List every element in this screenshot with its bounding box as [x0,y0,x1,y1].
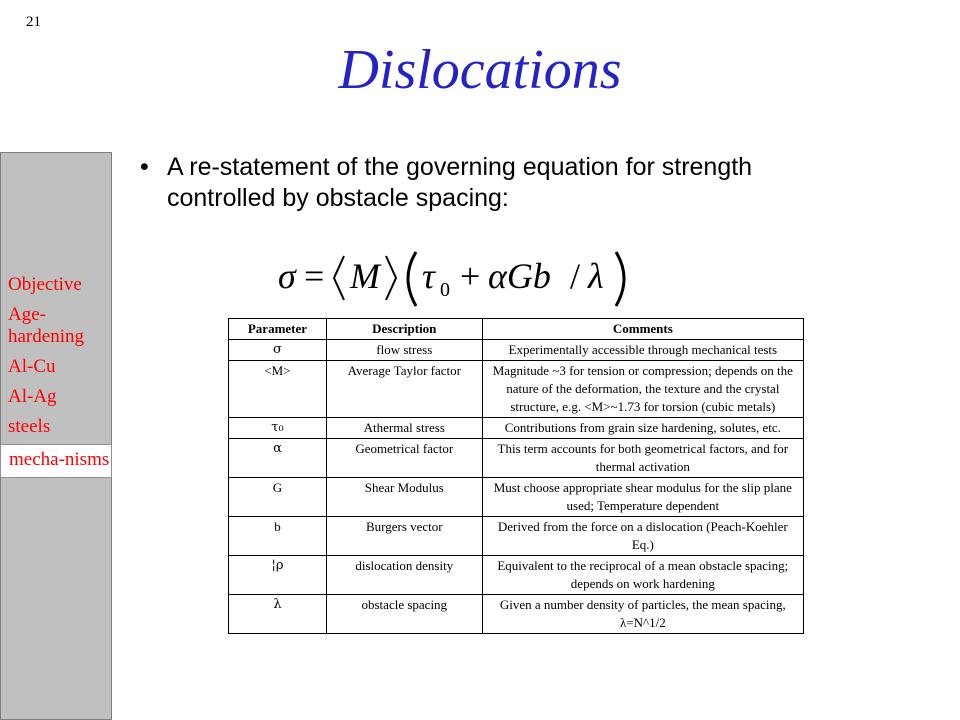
description-cell: obstacle spacing [326,595,482,634]
equation-left-paren [408,252,416,306]
slide-title: Dislocations [338,39,622,101]
comments-cell: Equivalent to the reciprocal of a mean obstacle spacing; depends on work hardening [482,556,803,595]
parameter-cell: λ [229,595,327,634]
sidebar-item-steels[interactable]: steels [8,416,51,437]
equation-right-paren [616,252,624,306]
equation-tau-subscript: 0 [440,279,450,301]
description-cell: flow stress [326,340,482,361]
comments-cell: Contributions from grain size hardening, solutes, etc. [482,418,803,439]
sidebar-nav [0,270,112,478]
sidebar-item-al-cu[interactable]: Al-Cu [8,356,56,377]
equation-equals: = [304,256,325,296]
table-row [229,478,804,517]
equation-lambda: λ [588,256,604,296]
table-row [229,556,804,595]
equation-taylor: M [350,256,380,296]
equation-tau: τ [422,256,435,296]
parameter-cell: α [229,439,327,478]
table-header-row [229,319,804,340]
sidebar-item-age-hardening[interactable]: Age-hardening [8,304,84,347]
table-row [229,439,804,478]
equation-plus: + [460,256,481,296]
description-cell: Shear Modulus [326,478,482,517]
bullet-marker: • [140,153,149,181]
table-row [229,340,804,361]
comments-cell: Given a number density of particles, the mean spacing, λ=N^1/2 [482,595,803,634]
header-parameter: Parameter [229,319,327,340]
header-description: Description [326,319,482,340]
comments-cell: Derived from the force on a dislocation (Peach-Koehler Eq.) [482,517,803,556]
comments-cell: Experimentally accessible through mechanical tests [482,340,803,361]
comments-cell: Must choose appropriate shear modulus for the slip plane used; Temperature dependent [482,478,803,517]
equation-left-angle [334,256,344,300]
bullet-text: A re-statement of the governing equation for strength controlled by obstacle spacing: [167,153,753,212]
comments-cell: Magnitude ~3 for tension or compression; depends on the nature of the deformation, the texture and the crystal structure, e.g. <M>~1.73 for torsion (cubic metals) [482,361,803,418]
equation-right-angle [386,256,396,300]
parameter-cell: <M> [229,361,327,418]
sidebar-item-mechanisms[interactable]: mecha-nisms [0,444,112,478]
comments-cell: This term accounts for both geometrical factors, and for thermal activation [482,439,803,478]
table-row [229,361,804,418]
table-row [229,517,804,556]
description-cell: Geometrical factor [326,439,482,478]
description-cell: Athermal stress [326,418,482,439]
equation-sigma: σ [278,256,296,296]
parameters-table [228,318,804,634]
table-row [229,418,804,439]
parameter-cell: τ₀ [229,418,327,439]
equation-slash: / [570,256,581,296]
description-cell: Burgers vector [326,517,482,556]
parameter-cell: σ [229,340,327,361]
governing-equation [270,246,640,310]
sidebar-item-objective[interactable]: Objective [8,274,82,295]
description-cell: Average Taylor factor [326,361,482,418]
equation-alpha-g-b: αGb [488,256,551,296]
parameter-cell: G [229,478,327,517]
sidebar-item-al-ag[interactable]: Al-Ag [8,386,57,407]
description-cell: dislocation density [326,556,482,595]
header-comments: Comments [482,319,803,340]
slide-number: 21 [26,14,41,30]
table-row [229,595,804,634]
parameter-cell: b [229,517,327,556]
parameter-cell: ¦ρ [229,556,327,595]
